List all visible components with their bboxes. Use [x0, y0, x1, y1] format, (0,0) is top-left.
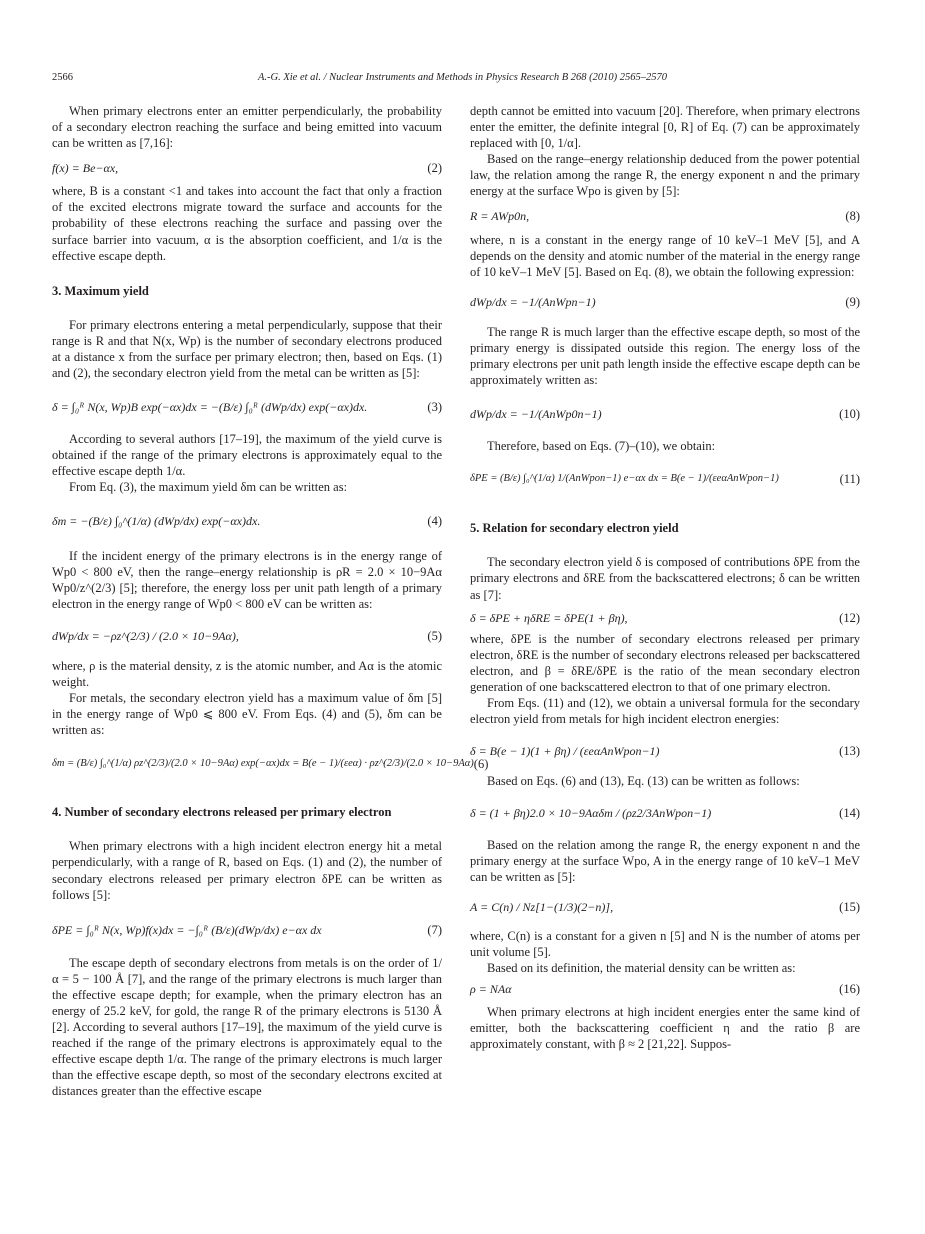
equation-6: [52, 742, 489, 786]
equation-number: (6): [473, 757, 489, 772]
right-column: [470, 103, 860, 1052]
equation-9: [470, 284, 860, 320]
equation-body: δ = (1 + βη)2.0 × 10−9Aαδm / (ρz2/3AnWpon−1): [470, 806, 712, 821]
equation-11: [470, 458, 860, 500]
equation-10: [470, 394, 860, 434]
equation-number: (8): [845, 208, 860, 223]
paragraph: depth cannot be emitted into vacuum [20]. Therefore, when primary electrons enter the emitter, the definite integral [0, R] of Eq. (7) can be approximately replaced with [0, 1/α].: [470, 104, 860, 151]
section-heading: 4. Number of secondary electrons released per primary electron: [52, 805, 392, 820]
paragraph: For primary electrons entering a metal perpendicularly, suppose that their range is R and that N(x, Wp) is the number of secondary electrons produced at a distance x from the surface per primary electron; then, based on Eqs. (1) and (2), the secondary electron yield from the metal can be written as [5]:: [52, 317, 442, 381]
equation-number: (3): [427, 400, 442, 415]
equation-number: (12): [839, 610, 860, 625]
equation-body: δ = δPE + ηδRE = δPE(1 + βη),: [470, 610, 628, 625]
equation-number: (15): [839, 900, 860, 915]
paragraph: Based on the range–energy relationship deduced from the power potential law, the relation among the range R, the energy exponent n and the primary energy at the surface Wpo is given by [5]:: [470, 152, 860, 199]
equation-8: [470, 204, 860, 228]
equation-body: δm = −(B/ε) ∫₀^(1/α) (dWp/dx) exp(−αx)dx.: [52, 514, 261, 529]
equation-12: [470, 607, 860, 629]
equation-number: (13): [839, 744, 860, 759]
equation-14: [470, 793, 860, 833]
section-heading: 3. Maximum yield: [52, 283, 149, 298]
equation-16: [470, 978, 860, 1000]
paragraph: From Eq. (3), the maximum yield δm can be written as:: [69, 480, 348, 495]
paragraph: where, B is a constant <1 and takes into account the fact that only a fraction of the excited electrons migrate toward the surface and accounts for the probability of these electrons reaching the surface and passing over the surface barrier into vacuum, α is the absorption coefficient, and 1/α is the effective escape depth.: [52, 184, 442, 263]
equation-body: δPE = (B/ε) ∫₀^(1/α) 1/(AnWpon−1) e−αx dx = B(e − 1)/(εeαAnWpon−1): [470, 473, 779, 485]
equation-number: (16): [839, 981, 860, 996]
equation-number: (11): [839, 472, 860, 487]
equation-body: δPE = ∫₀ᴿ N(x, Wp)f(x)dx = −∫₀ᴿ (B/ε)(dWp/dx) e−αx dx: [52, 922, 322, 937]
paragraph: If the incident energy of the primary electrons is in the energy range of Wp0 < 800 eV, then the range–energy relationship is ρR = 2.0 × 10−9Aα Wp0/z^(2/3) [5]; therefore, the energy loss per unit path length of a primary electron in the energy range of Wp0 < 800 eV can be written as:: [52, 548, 442, 611]
paragraph: For metals, the secondary electron yield has a maximum value of δm [5] in the energy range of Wp0 ⩽ 800 eV. From Eqs. (4) and (5), δm can be written as:: [52, 691, 442, 738]
paragraph: Based on the relation among the range R, the energy exponent n and the primary energy at the surface Wpo, A in the energy range of 10 keV–1 MeV can be written as [5]:: [470, 838, 860, 885]
equation-body: A = C(n) / Nz[1−(1/3)(2−n)],: [470, 900, 614, 915]
equation-5: [52, 616, 442, 656]
equation-body: f(x) = Be−αx,: [52, 161, 119, 176]
paragraph: Therefore, based on Eqs. (7)–(10), we obtain:: [487, 439, 716, 454]
equation-3: [52, 387, 442, 427]
running-header: [52, 72, 873, 88]
paragraph: When primary electrons with a high incident electron energy hit a metal perpendicularly, with a range of R, based on Eqs. (1) and (2), the number of secondary electrons released per primary electron δPE can be written as follows [5]:: [52, 839, 442, 902]
paragraph: From Eqs. (11) and (12), we obtain a universal formula for the secondary electron yield from metals for high incident electron energies:: [470, 695, 860, 727]
equation-number: (9): [845, 294, 860, 309]
equation-number: (5): [427, 628, 442, 643]
paragraph: where, C(n) is a constant for a given n [5] and N is the number of atoms per unit volume [5].: [470, 928, 860, 959]
equation-body: δ = B(e − 1)(1 + βη) / (εeαAnWpon−1): [470, 744, 660, 759]
paragraph: When primary electrons enter an emitter perpendicularly, the probability of a secondary electron reaching the surface and being emitted into vacuum can be written as [7,16]:: [52, 104, 442, 151]
equation-number: (7): [427, 922, 442, 937]
equation-7: [52, 909, 442, 951]
equation-body: ρ = NAα: [470, 981, 512, 996]
equation-number: (10): [839, 407, 860, 422]
paragraph: where, n is a constant in the energy range of 10 keV–1 MeV [5], and A depends on the density and atomic number of the material in the energy range of 10 keV–1 MeV [5]. Based on Eq. (8), we obtain the following expression:: [470, 232, 860, 279]
running-title: A.-G. Xie et al. / Nuclear Instruments and Methods in Physics Research B 268 (2010) 2565–2570: [257, 72, 668, 83]
equation-body: dWp/dx = −1/(AnWp0n−1): [470, 407, 602, 422]
section-heading: 5. Relation for secondary electron yield: [470, 521, 679, 536]
equation-number: (4): [427, 514, 442, 529]
paragraph: The escape depth of secondary electrons from metals is on the order of 1/α = 5 − 100 Å [7], and the range of the primary electrons is much larger than the effective escape depth; for example, when the primary electron has an energy of 25.2 keV, for gold, the range R of the primary electrons is 5130 Å [2]. According to several authors [17–19], the maximum of the yield curve is reached if the range of the primary electrons is approximately equal to the effective escape depth 1/α. The range of the primary electrons is much larger than the effective escape depth, so most of the secondary electrons excited at distances greater than the effective escape: [52, 955, 442, 1099]
equation-13: [470, 731, 860, 771]
equation-body: δm = (B/ε) ∫₀^(1/α) ρz^(2/3)/(2.0 × 10−9Aα) exp(−αx)dx = B(e − 1)/(εeα) · ρz^(2/3)/(2.0 × 10−9Aα): [52, 758, 474, 770]
left-column: [52, 103, 489, 1100]
paragraph: The secondary electron yield δ is composed of contributions δPE from the primary electrons and δRE from the backscattered electrons; δ can be written as [7]:: [470, 555, 860, 602]
equation-number: (14): [839, 806, 860, 821]
equation-body: dWp/dx = −1/(AnWpn−1): [470, 294, 596, 309]
equation-body: δ = ∫₀ᴿ N(x, Wp)B exp(−αx)dx = −(B/ε) ∫₀ᴿ (dWp/dx) exp(−αx)dx.: [52, 400, 368, 415]
equation-number: (2): [427, 161, 442, 176]
equation-4: [52, 500, 442, 544]
paragraph: Based on Eqs. (6) and (13), Eq. (13) can be written as follows:: [487, 774, 800, 789]
page-number: 2566: [52, 72, 73, 83]
equation-body: dWp/dx = −ρz^(2/3) / (2.0 × 10−9Aα),: [52, 628, 239, 643]
equation-15: [470, 890, 860, 926]
paragraph: Based on its definition, the material density can be written as:: [487, 960, 796, 975]
equation-body: R = AWp0n,: [470, 208, 530, 223]
paragraph: where, ρ is the material density, z is the atomic number, and Aα is the atomic weight.: [52, 658, 442, 689]
equation-2: [52, 157, 442, 179]
paragraph: where, δPE is the number of secondary electrons released per primary electron, δRE is the number of secondary electrons released per backscattered electron, and β = δRE/δPE is the ratio of the mean secondary electron generation of one backscattered electron to that of one primary electron.: [470, 631, 860, 694]
paragraph: When primary electrons at high incident energies enter the same kind of emitter, both the backscattering coefficient η and the ratio β are approximately constant, with β ≈ 2 [21,22]. Suppos-: [470, 1004, 860, 1051]
paragraph: The range R is much larger than the effective escape depth, so most of the primary energy is dissipated outside this region. The energy loss of the primary electrons per unit path length inside the effective escape depth can be approximately written as:: [470, 324, 860, 388]
paragraph: According to several authors [17–19], the maximum of the yield curve is obtained if the range of the primary electrons is approximately equal to the effective escape depth 1/α.: [52, 432, 442, 479]
